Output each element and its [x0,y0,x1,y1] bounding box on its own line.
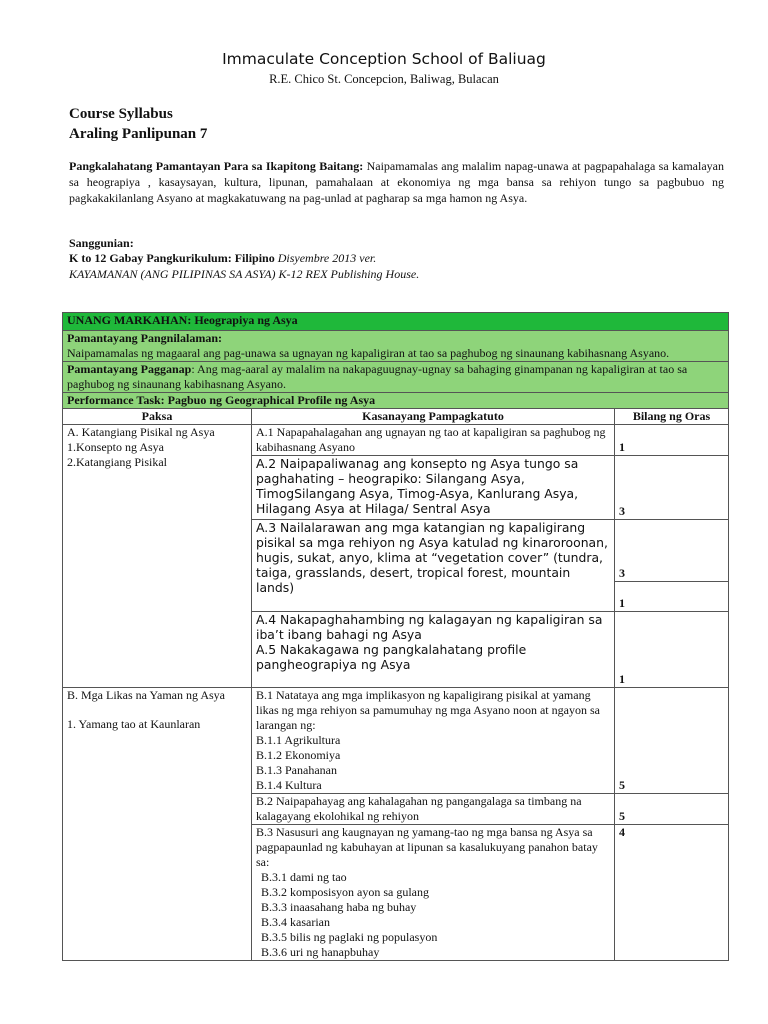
performance-standard [63,362,729,393]
quarter-heading: UNANG MARKAHAN: Heograpiya ng Asya [63,313,729,331]
skill-a4-a5 [252,612,615,688]
skill-b3-5: B.3.5 bilis ng paglaki ng populasyon [261,930,438,944]
hours-a3b: 1 [615,582,729,612]
skill-b1-1: B.1.1 Agrikultura [256,733,341,747]
column-header-oras: Bilang ng Oras [615,409,729,425]
performance-standard-text: : Ang mag-aaral ay malalim na nakapaguugnay-ugnay sa bahaging ginampanan ng kapaligiran at tao sa paghubog ng sinaunang kabihasnang Asyano. [67,362,688,391]
paksa-section-a [63,425,252,688]
skill-a3: A.3 Nailalarawan ang mga katangian ng kapaligirang pisikal sa mga rehiyon ng Asya katulad ng kinaroroonan, hugis, sukat, anyo, klima at “vegetation cover” (tundra, taiga, grasslands, desert, tropical forest, mountain lands) [252,520,615,612]
skill-b1-text: B.1 Natataya ang mga implikasyon ng kapaligirang pisikal at yamang likas ng mga rehiyon sa pamumuhay ng mga Asyano noon at ngayon sa larangan ng: [256,688,600,732]
general-standard [69,159,724,206]
general-standard-label: Pangkalahatang Pamantayan Para sa Ikapitong Baitang: [69,159,364,173]
skill-b3-4: B.3.4 kasarian [261,915,330,929]
skill-a4: A.4 Nakapaghahambing ng kalagayan ng kapaligiran sa iba’t ibang bahagi ng Asya [256,612,603,642]
skill-b3-1: B.3.1 dami ng tao [261,870,347,884]
course-subject: Araling Panlipunan 7 [69,126,208,142]
general-standard-text: Naipamamalas ang malalim napag-unawa at pagpapahalaga sa kamalayan sa heograpiya , kasaysayan, kultura, lipunan, pamahalaan at ekonomiya ng mga bansa sa rehiyon tungo sa pagbubuo ng pagkakakilanlang Asyano at magkakatuwang na pag-unlad at pagharap sa mga hamon ng Asya. [69,159,724,205]
reference-2: KAYAMANAN (ANG PILIPINAS SA ASYA) K-12 REX Publishing House. [69,267,420,281]
skill-b2: B.2 Naipapahayag ang kahalagahan ng pangangalaga sa timbang na kalagayang ekolohikal ng rehiyon [252,794,615,825]
references-heading: Sanggunian: [69,236,134,250]
paksa-a-item-2: 2.Katangiang Pisikal [67,455,167,469]
paksa-b-item-1: 1. Yamang tao at Kaunlaran [67,717,201,731]
paksa-a-title: A. Katangiang Pisikal ng Asya [67,425,215,439]
skill-b1-2: B.1.2 Ekonomiya [256,748,341,762]
skill-b3 [252,825,615,961]
skill-b1-3: B.1.3 Panahanan [256,763,337,777]
skill-a1: A.1 Napapahalagahan ang ugnayan ng tao at kapaligiran sa paghubog ng kabihasnang Asyano [252,425,615,456]
hours-b1: 5 [615,688,729,794]
skill-a5: A.5 Nakakagawa ng pangkalahatang profile pangheograpiya ng Asya [256,642,527,672]
paksa-a-item-1: 1.Konsepto ng Asya [67,440,164,454]
hours-a2: 3 [615,456,729,520]
paksa-section-b [63,688,252,961]
reference-1-version: Disyembre 2013 ver. [274,251,377,265]
content-standard-text: Naipamamalas ng magaaral ang pag-unawa sa ugnayan ng kapaligiran at tao sa paghubog ng sinaunang kabihasnang Asyano. [67,346,670,360]
hours-a4-a5: 1 [615,612,729,688]
hours-b3: 4 [615,825,729,961]
hours-a3: 3 [615,520,729,582]
column-header-kasanayan: Kasanayang Pampagkatuto [252,409,615,425]
school-name: Immaculate Conception School of Baliuag [222,50,546,68]
performance-task: Performance Task: Pagbuo ng Geographical Profile ng Asya [63,393,729,409]
column-header-paksa: Paksa [63,409,252,425]
reference-1 [69,251,376,266]
skill-b3-2: B.3.2 komposisyon ayon sa gulang [261,885,429,899]
skill-b1 [252,688,615,794]
course-title: Course Syllabus [69,106,173,122]
skill-b3-6: B.3.6 uri ng hanapbuhay [261,945,380,959]
skill-b1-4: B.1.4 Kultura [256,778,322,792]
skill-b3-text: B.3 Nasusuri ang kaugnayan ng yamang-tao ng mga bansa ng Asya sa pagpapaunlad ng kabuhayan at lipunan sa kasalukuyang panahon batay sa: [256,825,598,869]
syllabus-table [62,312,729,961]
paksa-b-title: B. Mga Likas na Yaman ng Asya [67,688,225,702]
reference-1-title: K to 12 Gabay Pangkurikulum: Filipino [69,251,275,265]
hours-a1: 1 [615,425,729,456]
school-address: R.E. Chico St. Concepcion, Baliwag, Bulacan [269,72,499,86]
hours-b2: 5 [615,794,729,825]
content-standard-label: Pamantayang Pangnilalaman: [67,331,223,345]
performance-standard-label: Pamantayang Pagganap [67,362,192,376]
skill-b3-3: B.3.3 inaasahang haba ng buhay [261,900,417,914]
content-standard [63,331,729,362]
skill-a2: A.2 Naipapaliwanag ang konsepto ng Asya tungo sa paghahating – heograpiko: Silangang Asya, TimogSilangang Asya, Timog-Asya, Kanlurang Asya, Hilagang Asya at Hilaga/ Sentral Asya [252,456,615,520]
